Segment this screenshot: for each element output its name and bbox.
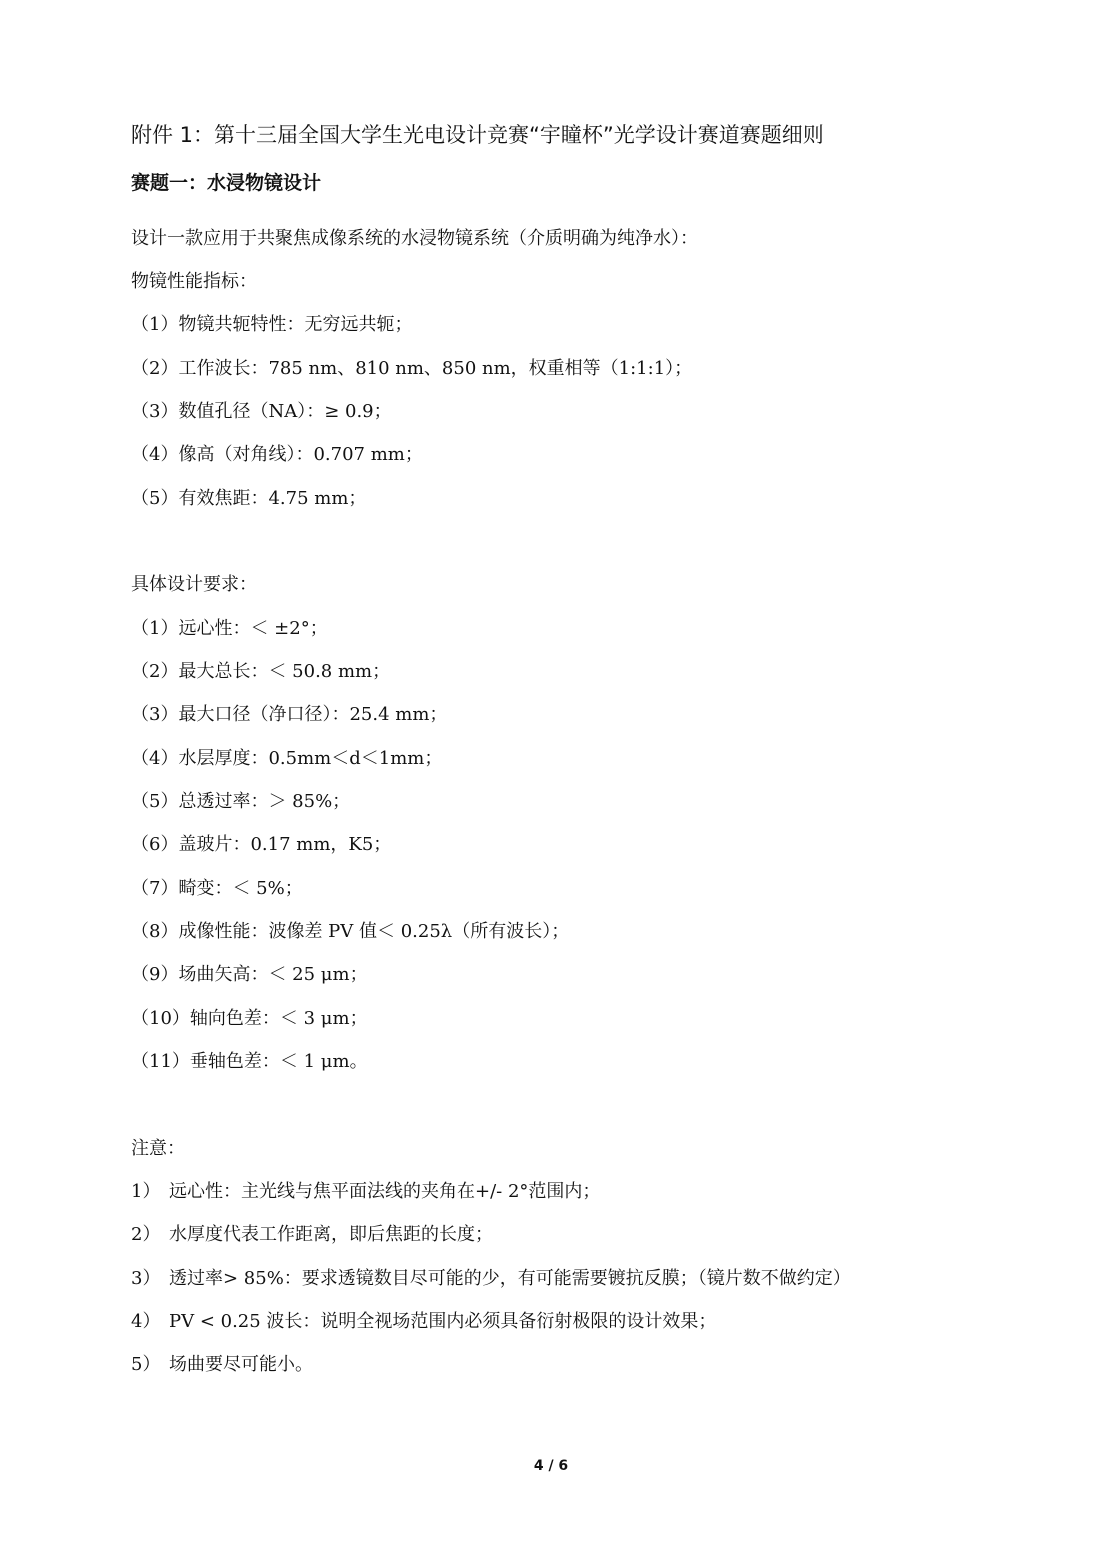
note-number: 5） <box>131 1354 161 1375</box>
page-number: 4 / 6 <box>533 1458 569 1474</box>
design-item: （4）水层厚度：0.5mm＜d＜1mm； <box>131 748 443 769</box>
note-item <box>131 1180 600 1204</box>
performance-item: （4）像高（对角线）：0.707 mm； <box>131 444 423 465</box>
note-text: PV < 0.25 波长：说明全视场范围内必须具备衍射极限的设计效果； <box>169 1311 717 1332</box>
note-item <box>131 1223 493 1247</box>
design-item: （11）垂轴色差：＜ 1 μm。 <box>131 1051 368 1072</box>
note-number: 4） <box>131 1311 161 1332</box>
performance-item: （2）工作波长：785 nm、810 nm、850 nm，权重相等（1:1:1）； <box>131 358 693 379</box>
note-text: 场曲要尽可能小。 <box>169 1354 313 1375</box>
performance-item: （3）数值孔径（NA）：≥ 0.9； <box>131 401 392 422</box>
note-text: 远心性：主光线与焦平面法线的夹角在+/- 2°范围内； <box>169 1181 601 1202</box>
design-item: （7）畸变：＜ 5%； <box>131 878 303 899</box>
design-heading: 具体设计要求： <box>131 574 257 595</box>
note-number: 1） <box>131 1181 161 1202</box>
note-item <box>131 1353 313 1377</box>
design-item: （3）最大口径（净口径）：25.4 mm； <box>131 704 448 725</box>
design-item: （5）总透过率：＞ 85%； <box>131 791 351 812</box>
note-number: 3） <box>131 1268 161 1289</box>
document-title: 附件 1：第十三届全国大学生光电设计竞赛“宇瞳杯”光学设计赛道赛题细则 <box>131 123 824 147</box>
performance-item: （5）有效焦距：4.75 mm； <box>131 488 367 509</box>
design-item: （2）最大总长：＜ 50.8 mm； <box>131 661 391 682</box>
note-text: 透过率> 85%：要求透镜数目尽可能的少，有可能需要镀抗反膜；（镜片数不做约定） <box>169 1268 851 1289</box>
design-item: （10）轴向色差：＜ 3 μm； <box>131 1008 368 1029</box>
performance-item: （1）物镜共轭特性：无穷远共轭； <box>131 314 413 335</box>
performance-heading: 物镜性能指标： <box>131 271 257 292</box>
design-item: （6）盖玻片：0.17 mm，K5； <box>131 834 392 855</box>
notes-heading: 注意： <box>131 1138 185 1159</box>
intro-paragraph: 设计一款应用于共聚焦成像系统的水浸物镜系统（介质明确为纯净水）： <box>131 228 698 249</box>
design-item: （8）成像性能：波像差 PV 值＜ 0.25λ（所有波长）； <box>131 921 570 942</box>
section-title: 赛题一：水浸物镜设计 <box>131 172 322 194</box>
note-item <box>131 1267 851 1291</box>
design-item: （1）远心性：＜ ±2°； <box>131 618 328 639</box>
note-number: 2） <box>131 1224 161 1245</box>
note-text: 水厚度代表工作距离，即后焦距的长度； <box>169 1224 493 1245</box>
design-item: （9）场曲矢高：＜ 25 μm； <box>131 964 368 985</box>
note-item <box>131 1310 716 1334</box>
